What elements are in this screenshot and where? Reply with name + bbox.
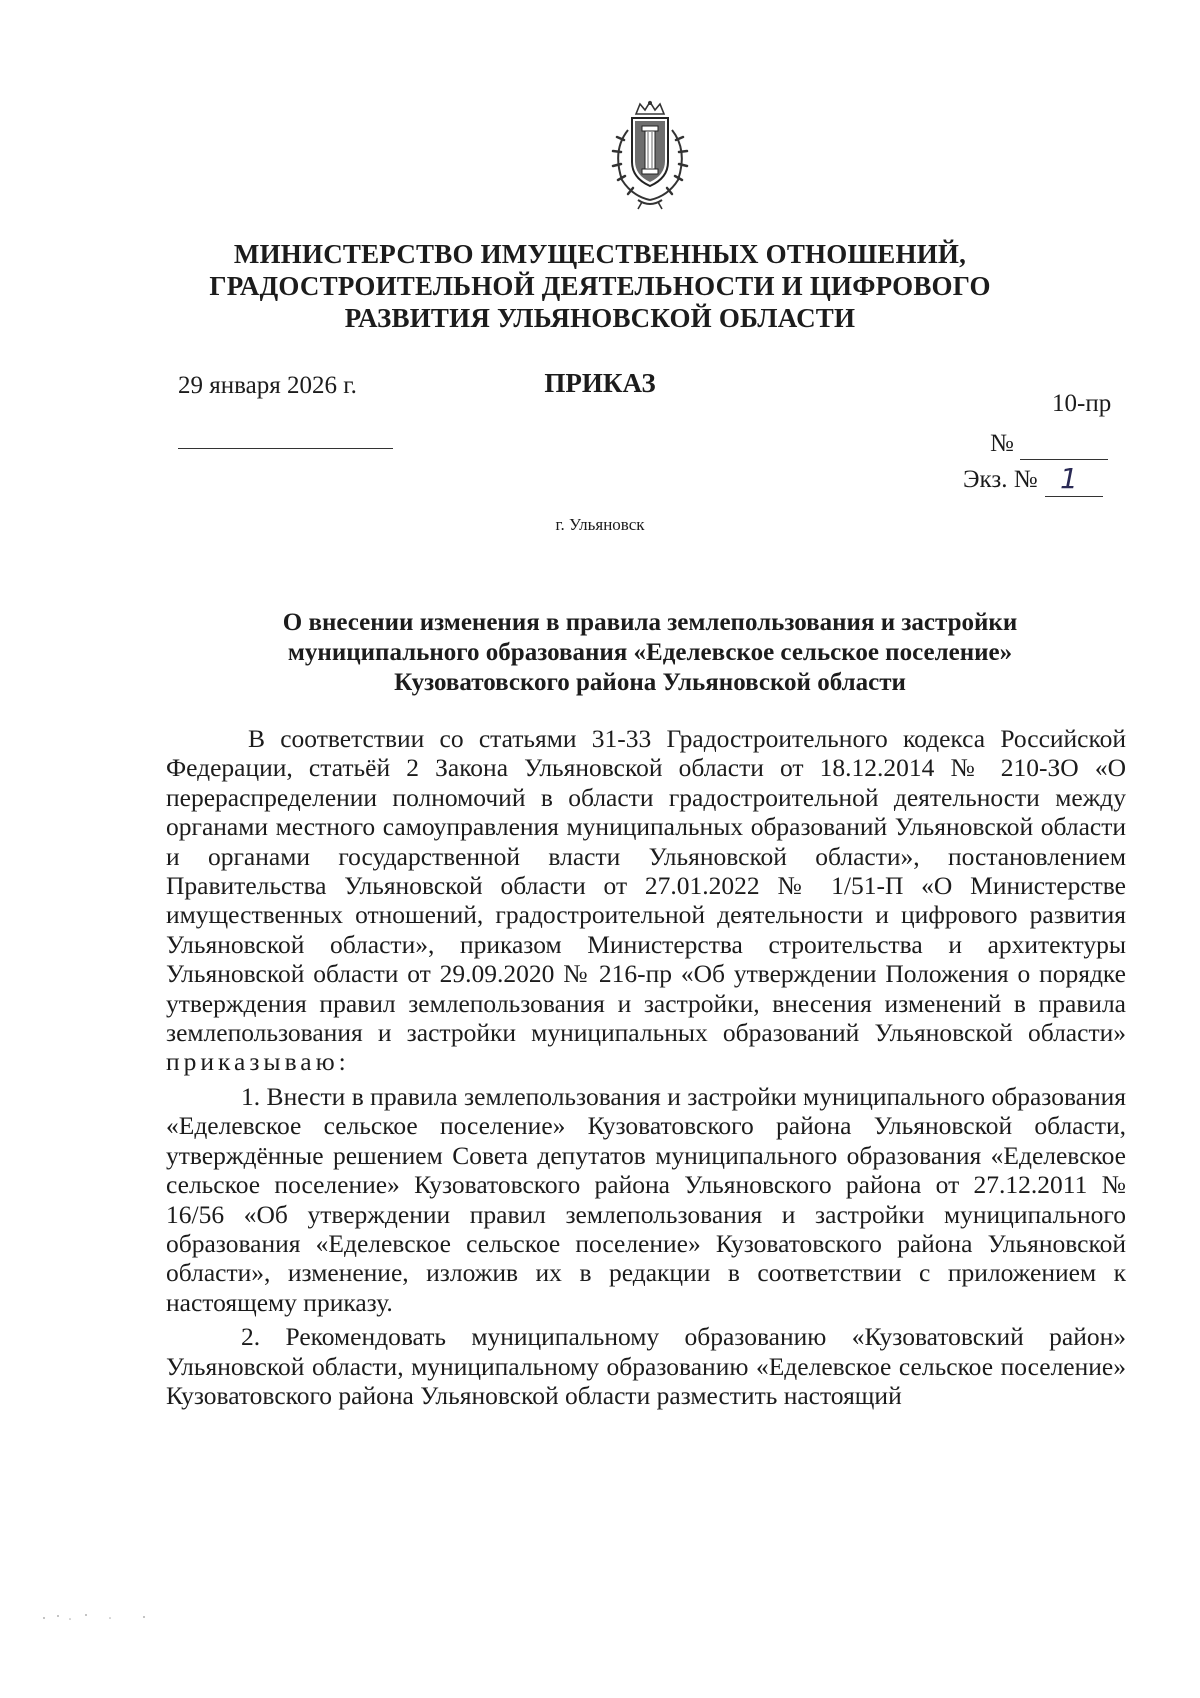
clause-1-paragraph: 1. Внести в правила землепользования и застройки муниципального образования «Еделевское сельское поселение» Кузоватовского района Ульяновской области, утверждённые решением Совета депутатов муниципального образования «Еделевское сельское поселение» Кузоватовского района Ульяновского района от 27.12.2011 № 16/56 «Об утверждении правил землепользования и застройки муниципального образования «Еделевское сельское поселение» Кузоватовского района Ульяновской области», изменение, изложив их в редакции в соответствии с приложением к настоящему приказу. [166,1081,1126,1317]
order-heading-line: Кузоватовского района Ульяновской области [394,669,906,696]
order-heading-line: муниципального образования «Еделевское сельское поселение» [287,639,1013,666]
copy-number-label: Экз. № [963,466,1038,493]
order-date: 29 января 2026 г. [178,372,357,399]
date-underline [178,448,393,449]
clause-2-paragraph: 2. Рекомендовать муниципальному образованию «Кузоватовский район» Ульяновской области, муниципальному образованию «Еделевское сельское поселение» Кузоватовского района Ульяновской области разместить настоящий [166,1322,1126,1410]
preamble-text: В соответствии со статьями 31-33 Градостроительного кодекса Российской Федерации, статьёй 2 Закона Ульяновской области от 18.12.2014 № 210-ЗО «О перераспределении полномочий в области градостроительной деятельности между органами местного самоуправления муниципальных образований Ульяновской области и органами государственной власти Ульяновской области», постановлением Правительства Ульяновской области от 27.01.2022 № 1/51-П «О Министерстве имущественных отношений, градостроительной деятельности и цифрового развития Ульяновской области», приказом Министерства строительства и архитектуры Ульяновской области от 29.09.2020 № 216-пр «Об утверждении Положения о порядке утверждения правил землепользования и застройки, внесения изменений в правила землепользования и застройки муниципальных образований Ульяновской области» [166,724,1126,1048]
copy-number-underline [1045,496,1103,497]
order-number: 10-пр [1052,390,1112,417]
order-heading-line: О внесении изменения в правила землепользования и застройки [282,609,1018,636]
coat-of-arms-emblem [598,100,702,210]
order-heading [200,608,1100,698]
command-word: приказываю: [166,1047,350,1077]
ministry-name [200,238,1000,334]
number-label: № [990,430,1014,457]
preamble-paragraph [166,724,1126,1077]
ministry-name-line: МИНИСТЕРСТВО ИМУЩЕСТВЕННЫХ ОТНОШЕНИЙ, [233,239,967,269]
city-name: г. Ульяновск [555,515,645,534]
ministry-name-line: РАЗВИТИЯ УЛЬЯНОВСКОЙ ОБЛАСТИ [344,303,856,333]
ministry-name-line: ГРАДОСТРОИТЕЛЬНОЙ ДЕЯТЕЛЬНОСТИ И ЦИФРОВОГО [209,271,991,301]
order-title: ПРИКАЗ [544,368,656,398]
number-underline [1020,459,1108,460]
copy-number-value: 1 [1060,462,1078,495]
order-body [166,724,1126,1415]
scan-specks-decoration [40,1610,160,1624]
